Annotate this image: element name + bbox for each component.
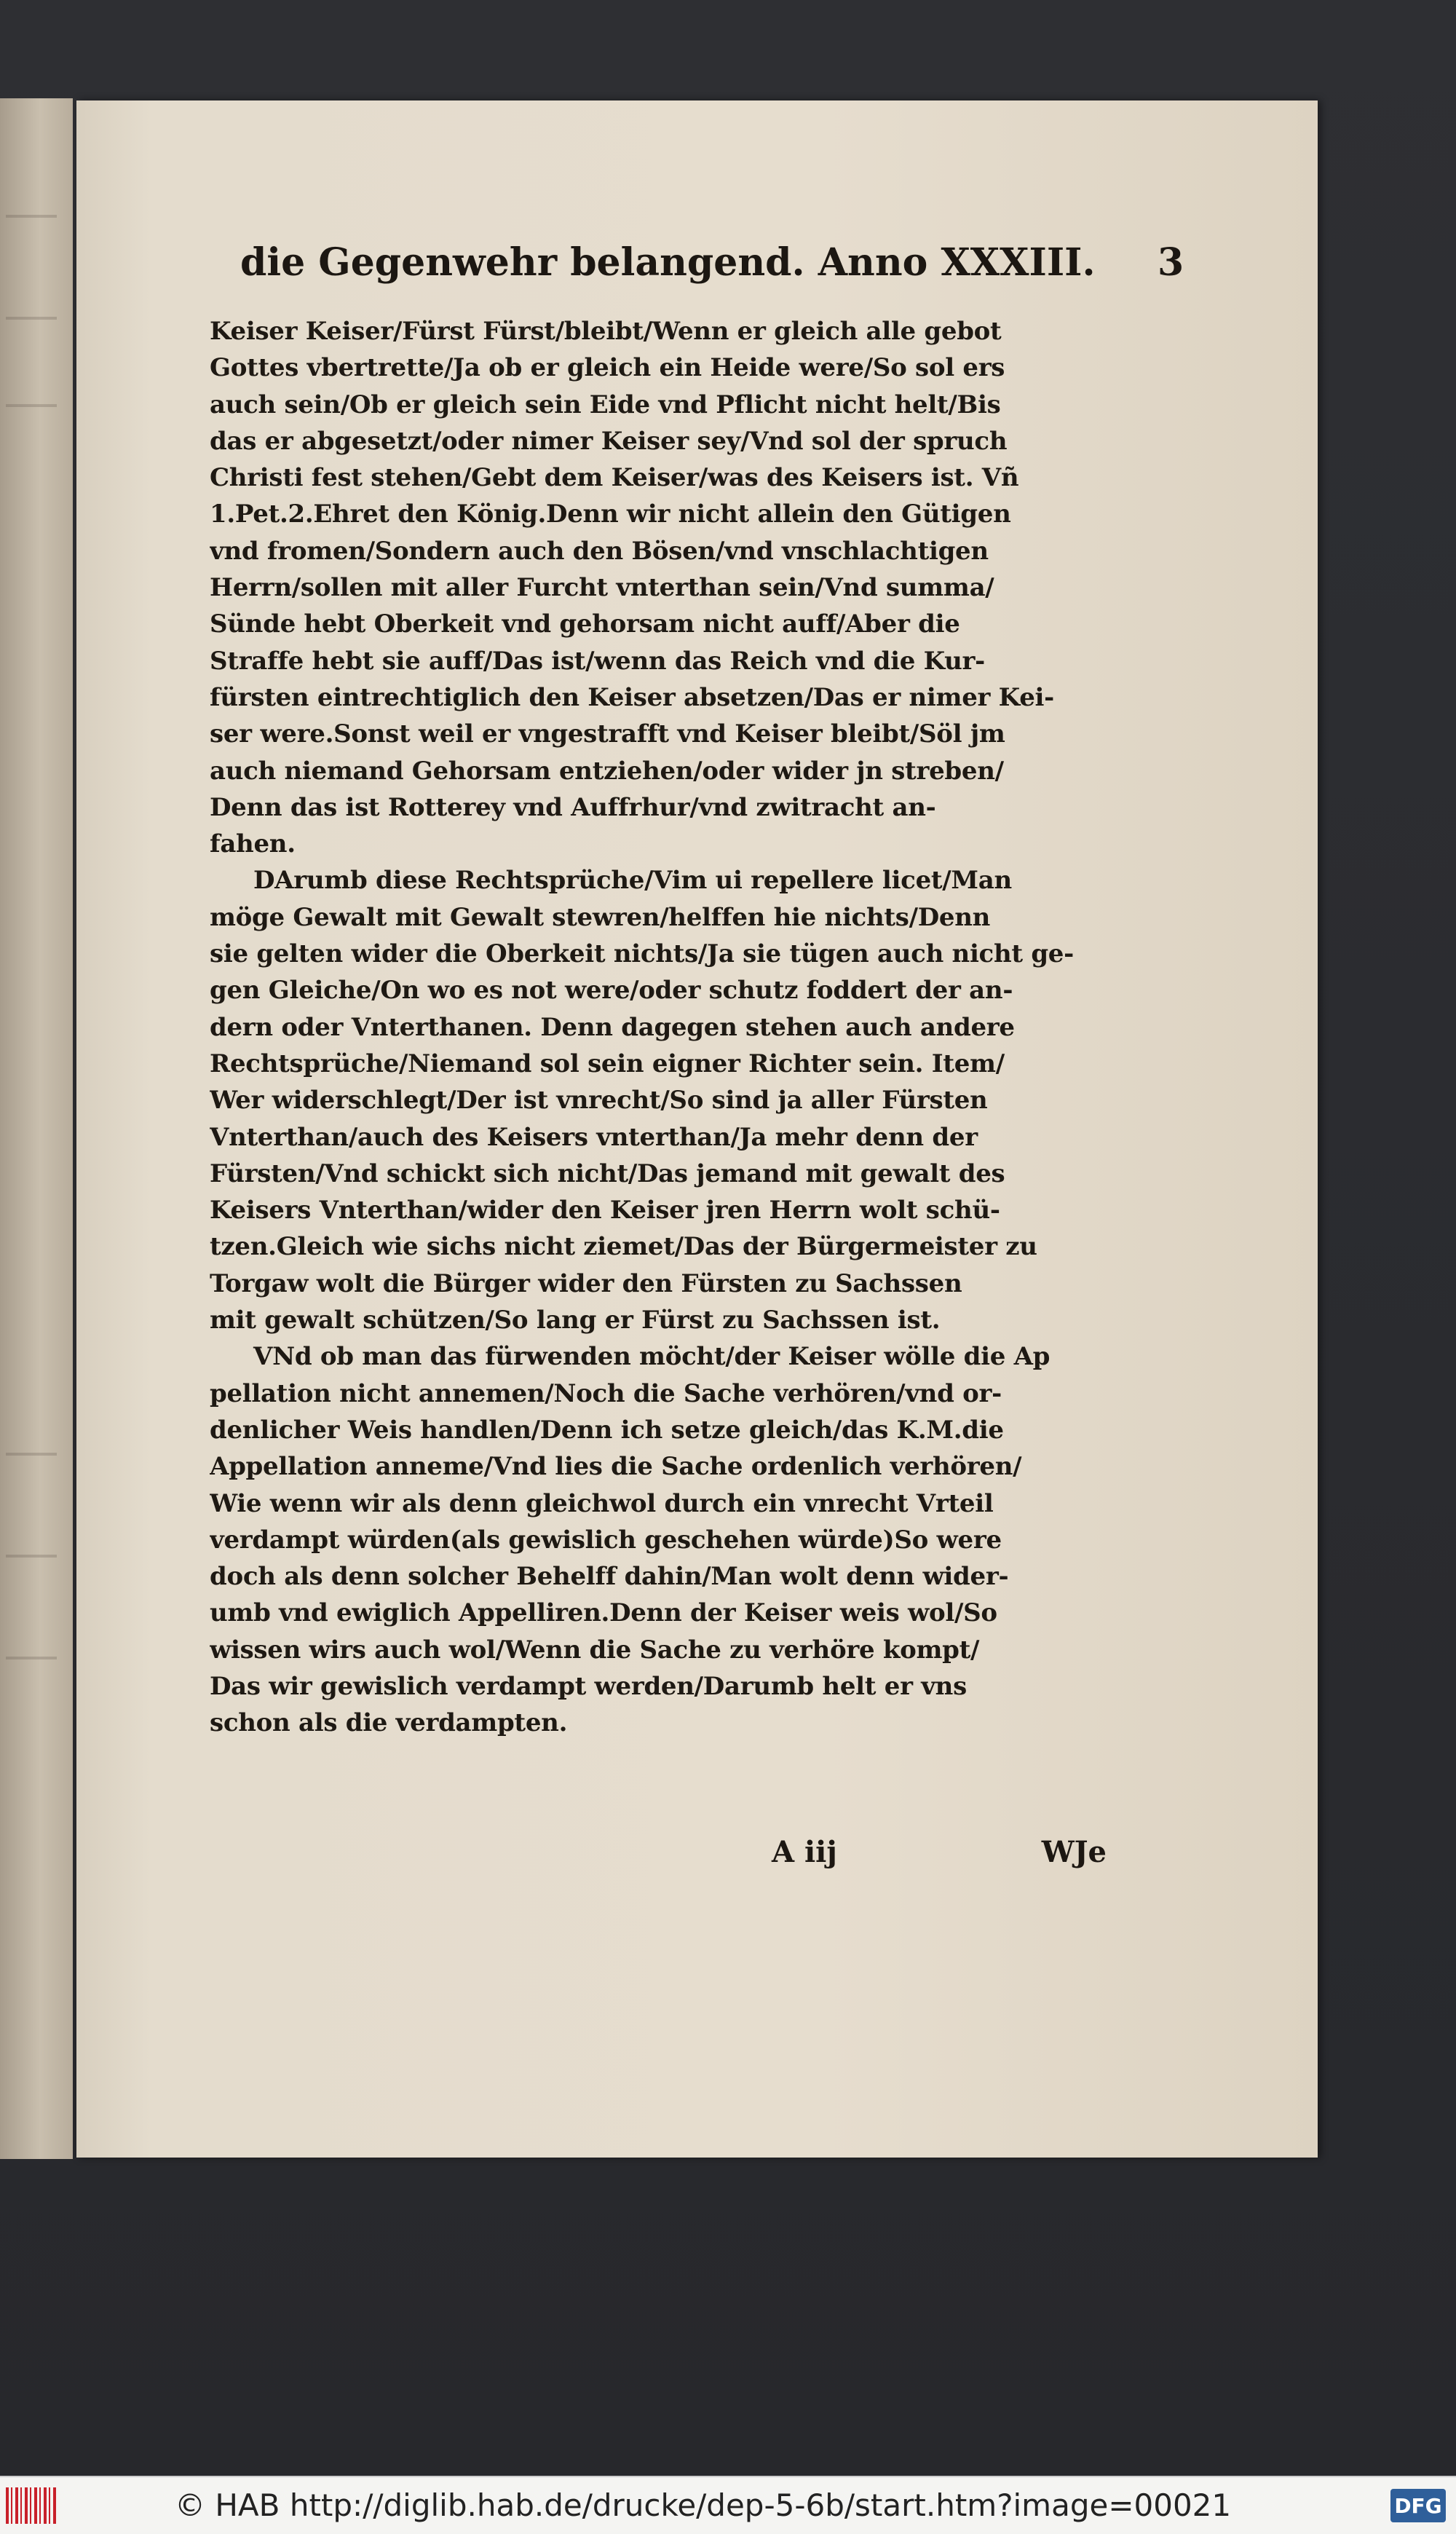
text-line: DArumb diese Rechtsprüche/Vim ui repellere licet/Man <box>253 866 1012 896</box>
text-line: schon als die verdampten. <box>210 1708 568 1738</box>
credit-link[interactable]: © HAB http://diglib.hab.de/drucke/dep-5-6b/start.htm?image=00021 <box>175 2487 1232 2523</box>
text-line: Keisers Vnterthan/wider den Keiser jren Herrn wolt schü- <box>210 1196 1000 1225</box>
text-line: Das wir gewislich verdampt werden/Darumb helt er vns <box>210 1671 967 1701</box>
text-line: Vnterthan/auch des Keisers vnterthan/Ja mehr denn der <box>210 1122 978 1152</box>
text-line: möge Gewalt mit Gewalt stewren/helffen hie nichts/Denn <box>210 902 991 932</box>
page-footer <box>772 1835 1107 1879</box>
text-line: Torgaw wolt die Bürger wider den Fürsten zu Sachssen <box>210 1268 962 1298</box>
text-line: mit gewalt schützen/So lang er Fürst zu Sachssen ist. <box>210 1306 941 1335</box>
text-line: Herrn/sollen mit aller Furcht vnterthan sein/Vnd summa/ <box>210 573 994 603</box>
text-line: Wer widerschlegt/Der ist vnrecht/So sind ja aller Fürsten <box>210 1086 988 1116</box>
text-line: auch niemand Gehorsam entziehen/oder wider jn streben/ <box>210 756 1004 786</box>
text-line: Rechtsprüche/Niemand sol sein eigner Richter sein. Item/ <box>210 1049 1005 1078</box>
text-line: Christi fest stehen/Gebt dem Keiser/was des Keisers ist. Vñ <box>210 463 1019 493</box>
text-line: Sünde hebt Oberkeit vnd gehorsam nicht auff/Aber die <box>210 609 960 639</box>
page-number: 3 <box>1158 240 1184 285</box>
text-line: vnd fromen/Sondern auch den Bösen/vnd vnschlachtigen <box>210 536 989 566</box>
page-header <box>240 240 1187 306</box>
text-line: ser were.Sonst weil er vngestrafft vnd Keiser bleibt/Söl jm <box>210 719 1005 749</box>
dfg-logo: DFG <box>1390 2489 1446 2522</box>
text-line: Appellation anneme/Vnd lies die Sache ordenlich verhören/ <box>210 1452 1022 1482</box>
text-line: Keiser Keiser/Fürst Fürst/bleibt/Wenn er gleich alle gebot <box>210 317 1002 346</box>
text-line: gen Gleiche/On wo es not were/oder schutz foddert der an- <box>210 976 1013 1006</box>
text-line: VNd ob man das fürwenden möcht/der Keiser wölle die Ap <box>253 1342 1051 1372</box>
text-line: verdampt würden(als gewislich geschehen würde)So were <box>210 1525 1002 1555</box>
previous-page-edge <box>0 98 73 2159</box>
text-line: pellation nicht annemen/Noch die Sache verhören/vnd or- <box>210 1378 1002 1408</box>
text-line: Wie wenn wir als denn gleichwol durch ein vnrecht Vrteil <box>210 1488 994 1518</box>
text-line: Denn das ist Rotterey vnd Auffrhur/vnd zwitracht an- <box>210 792 936 822</box>
text-line: dern oder Vnterthanen. Denn dagegen stehen auch andere <box>210 1012 1015 1042</box>
text-line: Fürsten/Vnd schickt sich nicht/Das jemand mit gewalt des <box>210 1159 1005 1188</box>
text-line: denlicher Weis handlen/Denn ich setze gleich/das K.M.die <box>210 1415 1004 1445</box>
page-body-text <box>210 313 1096 1742</box>
running-head: die Gegenwehr belangend. Anno XXXIII. <box>240 240 1096 285</box>
text-line: Gottes vbertrette/Ja ob er gleich ein Heide were/So sol ers <box>210 353 1005 383</box>
text-line: sie gelten wider die Oberkeit nichts/Ja sie tügen auch nicht ge- <box>210 939 1074 969</box>
barcode-icon <box>6 2487 58 2524</box>
text-line: das er abgesetzt/oder nimer Keiser sey/Vnd sol der spruch <box>210 426 1008 456</box>
catchword: WJe <box>1041 1835 1107 1869</box>
text-line: doch als denn solcher Behelff dahin/Man wolt denn wider- <box>210 1562 1009 1592</box>
credit-bar <box>0 2476 1456 2534</box>
text-line: tzen.Gleich wie sichs nicht ziemet/Das der Bürgermeister zu <box>210 1232 1037 1262</box>
text-line: 1.Pet.2.Ehret den König.Denn wir nicht allein den Gütigen <box>210 500 1011 529</box>
text-line: wissen wirs auch wol/Wenn die Sache zu verhöre kompt/ <box>210 1635 980 1665</box>
text-line: fahen. <box>210 829 296 859</box>
text-line: auch sein/Ob er gleich sein Eide vnd Pflicht nicht helt/Bis <box>210 390 1001 419</box>
text-line: fürsten eintrechtiglich den Keiser absetzen/Das er nimer Kei- <box>210 682 1054 712</box>
text-line: Straffe hebt sie auff/Das ist/wenn das Reich vnd die Kur- <box>210 646 985 676</box>
signature-mark: A iij <box>772 1835 837 1869</box>
text-line: umb vnd ewiglich Appelliren.Denn der Keiser weis wol/So <box>210 1598 997 1628</box>
